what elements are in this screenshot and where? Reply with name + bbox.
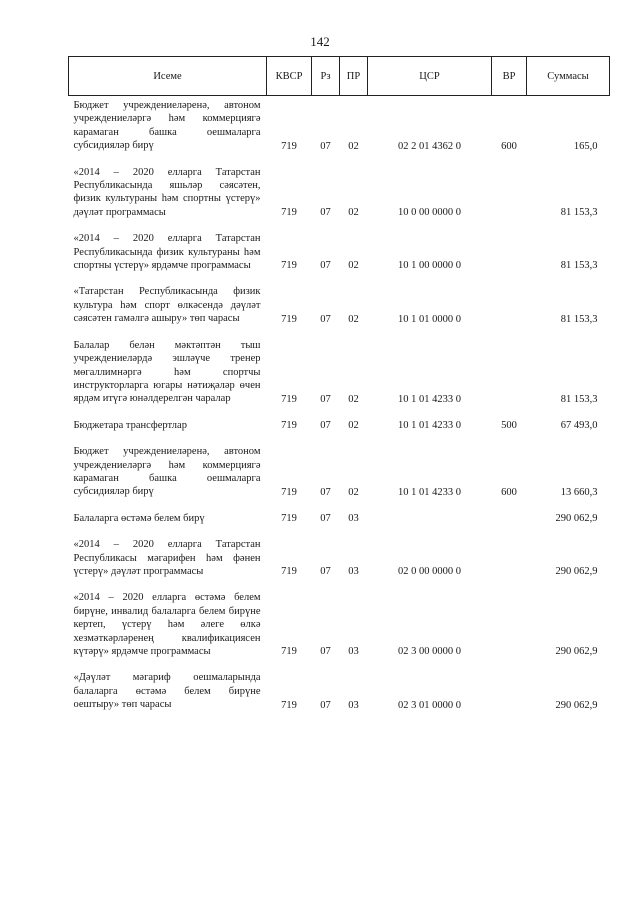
- row-name: Бюджет учреждениеләренә, автоном учреждениеләргә һәм коммерциягә карамаган башка оешмаларга субсидияләр бирү: [73, 100, 261, 152]
- row-name: Балаларга өстәмә белем бирү: [73, 512, 205, 524]
- row-csr: 10 1 00 0000 0: [398, 260, 461, 272]
- row-rz: 07: [320, 140, 331, 152]
- row-vr: 500: [501, 420, 517, 432]
- row-pr: 02: [348, 207, 359, 219]
- table-row: [69, 442, 610, 499]
- row-pr: 02: [348, 313, 359, 325]
- row-name: «2014 – 2020 елларга өстәмә белем бирүне, инвалид балаларга белем бирүне кертеп, үстерү һәм әлеге өлкә хезмәткәрләренең квалификациясен күтәрү» ярдәмче программасы: [73, 592, 261, 657]
- row-name: «Татарстан Республикасында физик культура һәм спорт өлкәсендә дәүләт сәясәтен гамәлгә ашыру» төп чарасы: [73, 286, 261, 325]
- row-csr: 10 1 01 0000 0: [398, 313, 461, 325]
- row-rz: 07: [320, 260, 331, 272]
- row-csr: 10 1 01 4233 0: [398, 393, 461, 405]
- row-vr: [492, 668, 527, 711]
- row-rz: 07: [320, 207, 331, 219]
- row-name: «Дәүләт мәгариф оешмаларында балаларга өстәмә белем бирүне оештыру» төп чарасы: [73, 672, 261, 711]
- row-kvsr: 719: [281, 207, 297, 219]
- row-kvsr: 719: [281, 260, 297, 272]
- row-vr: [492, 229, 527, 272]
- row-kvsr: 719: [281, 646, 297, 658]
- row-rz: 07: [320, 486, 331, 498]
- header-kvsr: КВСР: [267, 57, 312, 96]
- budget-table: [68, 56, 610, 712]
- row-kvsr: 719: [281, 699, 297, 711]
- page-number: 142: [310, 34, 330, 49]
- table-header: [69, 57, 610, 96]
- row-rz: 07: [320, 646, 331, 658]
- row-kvsr: 719: [281, 486, 297, 498]
- row-name: Бюджет учреждениеләренә, автоном учреждениеләргә һәм коммерциягә карамаган башка оешмаларга субсидияләр бирү: [73, 446, 261, 498]
- header-name: Исеме: [69, 57, 267, 96]
- row-vr: [492, 282, 527, 325]
- row-pr: 02: [348, 393, 359, 405]
- header-csr: ЦСР: [368, 57, 492, 96]
- table-row: [69, 668, 610, 711]
- row-vr: [492, 336, 527, 406]
- row-kvsr: 719: [281, 140, 297, 152]
- row-pr: 03: [348, 646, 359, 658]
- row-sum: 290 062,9: [555, 646, 598, 658]
- row-pr: 03: [348, 566, 359, 578]
- row-sum: 165,0: [573, 140, 598, 152]
- header-pr: ПР: [340, 57, 368, 96]
- table-row: [69, 282, 610, 325]
- row-rz: 07: [320, 566, 331, 578]
- row-kvsr: 719: [281, 313, 297, 325]
- row-sum: 290 062,9: [555, 566, 598, 578]
- row-sum: 290 062,9: [555, 513, 598, 525]
- header-rz: Рз: [312, 57, 340, 96]
- row-name: «2014 – 2020 елларга Татарстан Республикасында яшьләр сәясәтен, физик культураны һәм спортны үстерү» дәүләт программасы: [73, 166, 261, 218]
- row-vr: 600: [501, 140, 517, 152]
- row-pr: 02: [348, 486, 359, 498]
- row-name: «2014 – 2020 елларга Татарстан Республикасы мәгарифен һәм фәнен үстерү» дәүләт программасы: [73, 539, 261, 577]
- row-name: Балалар белән мәктәптән тыш учреждениеләрдә эшләүче тренер мөгаллимнәргә һәм спортчы инструкторларга югары нәтиҗәләр өчен ярдәм итүгә юнәлдерелгән чаралар: [73, 339, 261, 405]
- row-kvsr: 719: [281, 420, 297, 432]
- row-vr: [492, 163, 527, 220]
- table-body: [69, 96, 610, 712]
- row-vr: [492, 588, 527, 658]
- row-pr: 03: [348, 699, 359, 711]
- table-row: [69, 229, 610, 272]
- row-rz: 07: [320, 313, 331, 325]
- table-row: [69, 535, 610, 578]
- row-sum: 13 660,3: [560, 486, 598, 498]
- row-rz: 07: [320, 393, 331, 405]
- row-kvsr: 719: [281, 513, 297, 525]
- row-csr: 02 0 00 0000 0: [398, 566, 461, 578]
- table-row: [69, 163, 610, 220]
- row-name: «2014 – 2020 елларга Татарстан Республикасында физик культураны һәм спортны үстерү» ярдәмче программасы: [73, 233, 261, 272]
- row-vr: [492, 535, 527, 578]
- row-csr: 02 2 01 4362 0: [398, 140, 461, 152]
- row-kvsr: 719: [281, 393, 297, 405]
- row-sum: 81 153,3: [560, 393, 598, 405]
- table-row: [69, 336, 610, 406]
- row-csr: 10 1 01 4233 0: [398, 486, 461, 498]
- table-row: [69, 509, 610, 525]
- table-row: [69, 416, 610, 432]
- row-vr: 600: [501, 486, 517, 498]
- row-kvsr: 719: [281, 566, 297, 578]
- table-row: [69, 588, 610, 658]
- row-rz: 07: [320, 699, 331, 711]
- row-csr: 02 3 00 0000 0: [398, 646, 461, 658]
- row-csr: [368, 509, 492, 525]
- row-sum: 81 153,3: [560, 207, 598, 219]
- row-rz: 07: [320, 513, 331, 525]
- row-pr: 02: [348, 260, 359, 272]
- header-vr: ВР: [492, 57, 527, 96]
- row-pr: 03: [348, 513, 359, 525]
- row-sum: 81 153,3: [560, 313, 598, 325]
- row-pr: 02: [348, 420, 359, 432]
- row-csr: 10 0 00 0000 0: [398, 207, 461, 219]
- header-sum: Суммасы: [527, 57, 610, 96]
- row-pr: 02: [348, 140, 359, 152]
- row-name: Бюджетара трансфертлар: [73, 419, 187, 431]
- row-sum: 67 493,0: [560, 420, 598, 432]
- row-csr: 02 3 01 0000 0: [398, 699, 461, 711]
- row-rz: 07: [320, 420, 331, 432]
- row-csr: 10 1 01 4233 0: [398, 420, 461, 432]
- row-sum: 81 153,3: [560, 260, 598, 272]
- table-row: [69, 96, 610, 153]
- row-vr: [492, 509, 527, 525]
- row-sum: 290 062,9: [555, 699, 598, 711]
